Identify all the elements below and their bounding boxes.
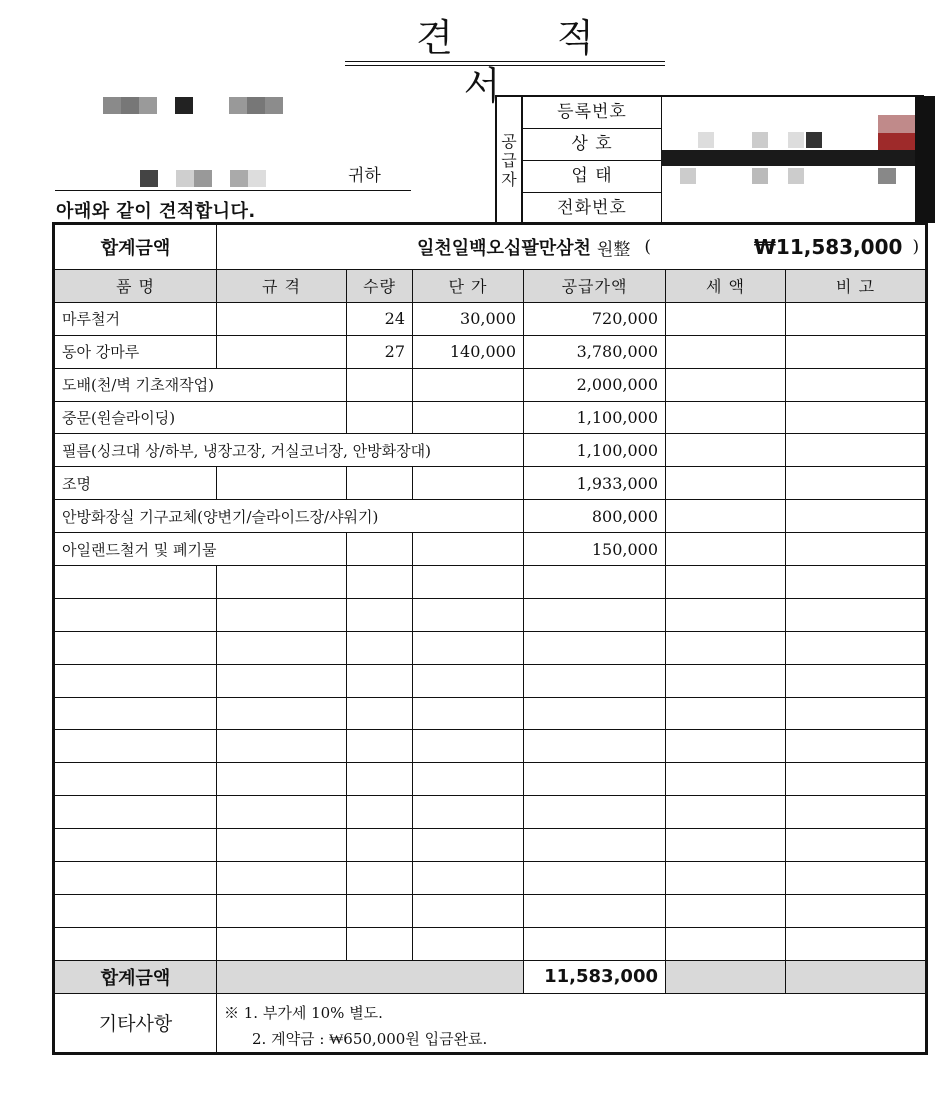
empty-cell (786, 730, 927, 763)
empty-cell (413, 796, 524, 829)
cell-tax (666, 335, 786, 368)
cell-unit: 30,000 (413, 302, 524, 335)
cell-name: 필름(싱크대 상/하부, 냉장고장, 거실코너장, 안방화장대) (54, 434, 524, 467)
total-amount-row (54, 224, 927, 270)
empty-cell (347, 927, 413, 960)
empty-cell (217, 927, 347, 960)
cell-name: 중문(원슬라이딩) (54, 401, 347, 434)
empty-cell (524, 566, 666, 599)
header-item-name: 품 명 (54, 270, 217, 303)
cell-note (786, 401, 927, 434)
empty-cell (347, 862, 413, 895)
empty-cell (524, 796, 666, 829)
empty-cell (217, 894, 347, 927)
empty-cell (217, 598, 347, 631)
cell-name: 아일랜드철거 및 폐기물 (54, 533, 347, 566)
empty-cell (347, 894, 413, 927)
notes-row (54, 993, 927, 1053)
empty-cell (347, 598, 413, 631)
cell-unit (413, 401, 524, 434)
notes-content (217, 993, 927, 1053)
empty-cell (217, 862, 347, 895)
cell-name: 도배(천/벽 기초재작업) (54, 368, 347, 401)
empty-row (54, 894, 927, 927)
cell-note (786, 500, 927, 533)
empty-row (54, 829, 927, 862)
empty-cell (524, 862, 666, 895)
title-underline-1 (345, 61, 665, 62)
empty-row (54, 796, 927, 829)
empty-cell (54, 796, 217, 829)
notes-label: 기타사항 (54, 993, 217, 1053)
empty-cell (217, 697, 347, 730)
empty-row (54, 697, 927, 730)
table-row (54, 434, 927, 467)
empty-row (54, 763, 927, 796)
empty-cell (413, 697, 524, 730)
empty-cell (413, 763, 524, 796)
total-amount-won: ₩11,583,000 (753, 235, 903, 259)
empty-row (54, 927, 927, 960)
document-title: 견 적 서 (416, 16, 640, 108)
empty-cell (666, 730, 786, 763)
cell-name: 안방화장실 기구교체(양변기/슬라이드장/샤워기) (54, 500, 524, 533)
empty-cell (54, 730, 217, 763)
empty-cell (524, 598, 666, 631)
cell-unit (413, 368, 524, 401)
empty-cell (666, 598, 786, 631)
empty-cell (54, 927, 217, 960)
cell-note (786, 533, 927, 566)
table-row (54, 467, 927, 500)
empty-cell (413, 862, 524, 895)
empty-cell (347, 697, 413, 730)
empty-cell (54, 566, 217, 599)
cell-spec (217, 335, 347, 368)
cell-spec (217, 302, 347, 335)
cell-note (786, 302, 927, 335)
empty-cell (54, 763, 217, 796)
cell-qty (347, 401, 413, 434)
empty-cell (347, 664, 413, 697)
cell-unit (413, 533, 524, 566)
empty-cell (786, 566, 927, 599)
empty-cell (666, 927, 786, 960)
header-tax: 세 액 (666, 270, 786, 303)
supplier-label-char: 자 (501, 170, 517, 189)
redaction-bar (661, 150, 921, 166)
empty-cell (666, 829, 786, 862)
empty-cell (524, 927, 666, 960)
sum-note (786, 960, 927, 993)
empty-cell (217, 664, 347, 697)
header-note: 비 고 (786, 270, 927, 303)
empty-cell (666, 631, 786, 664)
empty-cell (413, 566, 524, 599)
empty-row (54, 664, 927, 697)
cell-tax (666, 401, 786, 434)
cell-note (786, 467, 927, 500)
empty-cell (786, 894, 927, 927)
cell-tax (666, 368, 786, 401)
header-unit-price: 단 가 (413, 270, 524, 303)
empty-cell (666, 763, 786, 796)
note-line-2: 2. 계약금 : ₩650,000원 입금완료. (252, 1029, 488, 1048)
supplier-label (497, 97, 523, 224)
sum-tax (666, 960, 786, 993)
cell-supply: 1,100,000 (524, 401, 666, 434)
sum-row (54, 960, 927, 993)
title-underline-2 (345, 65, 665, 66)
table-header-row (54, 270, 927, 303)
empty-cell (54, 829, 217, 862)
note-line-1: ※ 1. 부가세 10% 별도. (224, 1003, 383, 1022)
empty-cell (347, 566, 413, 599)
empty-row (54, 598, 927, 631)
empty-cell (54, 862, 217, 895)
empty-cell (217, 730, 347, 763)
empty-cell (666, 862, 786, 895)
empty-cell (524, 730, 666, 763)
empty-cell (666, 566, 786, 599)
empty-cell (347, 796, 413, 829)
cell-note (786, 434, 927, 467)
table-row (54, 401, 927, 434)
supplier-field-company: 상 호 (523, 129, 662, 161)
recipient-honorific: 귀하 (348, 166, 381, 186)
table-row (54, 368, 927, 401)
empty-cell (217, 763, 347, 796)
empty-cell (786, 829, 927, 862)
quote-table (52, 222, 928, 1055)
cell-supply: 2,000,000 (524, 368, 666, 401)
header-spec: 규 격 (217, 270, 347, 303)
empty-row (54, 631, 927, 664)
recipient-underline (55, 190, 411, 191)
empty-cell (666, 664, 786, 697)
empty-cell (786, 664, 927, 697)
cell-qty (347, 368, 413, 401)
cell-tax (666, 434, 786, 467)
empty-cell (786, 598, 927, 631)
empty-cell (217, 796, 347, 829)
sum-supply-total: 11,583,000 (524, 960, 666, 993)
cell-supply: 1,100,000 (524, 434, 666, 467)
empty-cell (786, 927, 927, 960)
supplier-field-regno: 등록번호 (523, 97, 662, 129)
empty-cell (347, 829, 413, 862)
empty-cell (347, 631, 413, 664)
empty-cell (786, 796, 927, 829)
empty-cell (666, 894, 786, 927)
empty-cell (786, 697, 927, 730)
empty-cell (524, 697, 666, 730)
redaction-edge (915, 96, 935, 223)
cell-qty (347, 533, 413, 566)
total-amount-suffix: 원整 (596, 239, 631, 260)
cell-qty: 24 (347, 302, 413, 335)
cell-note (786, 368, 927, 401)
intro-text: 아래와 같이 견적합니다. (56, 201, 256, 222)
table-row (54, 302, 927, 335)
supplier-field-business: 업 태 (523, 161, 662, 193)
cell-supply: 800,000 (524, 500, 666, 533)
supplier-label-char: 급 (501, 151, 517, 170)
total-amount-label: 합계금액 (54, 224, 217, 270)
empty-cell (666, 697, 786, 730)
empty-cell (786, 631, 927, 664)
empty-cell (413, 598, 524, 631)
supplier-field-phone: 전화번호 (523, 193, 662, 224)
empty-cell (413, 730, 524, 763)
supplier-label-char: 공 (501, 132, 517, 151)
cell-tax (666, 533, 786, 566)
empty-cell (524, 664, 666, 697)
empty-cell (413, 829, 524, 862)
empty-cell (413, 631, 524, 664)
header-qty: 수량 (347, 270, 413, 303)
empty-cell (413, 664, 524, 697)
empty-cell (413, 927, 524, 960)
header-supply-amount: 공급가액 (524, 270, 666, 303)
cell-name: 동아 강마루 (54, 335, 217, 368)
empty-row (54, 566, 927, 599)
cell-unit (413, 467, 524, 500)
empty-cell (54, 598, 217, 631)
empty-row (54, 862, 927, 895)
empty-cell (347, 763, 413, 796)
empty-cell (54, 697, 217, 730)
cell-name: 마루철거 (54, 302, 217, 335)
empty-cell (54, 894, 217, 927)
cell-supply: 3,780,000 (524, 335, 666, 368)
empty-cell (217, 566, 347, 599)
empty-cell (524, 763, 666, 796)
empty-cell (524, 631, 666, 664)
total-amount-value (217, 224, 927, 270)
empty-cell (786, 862, 927, 895)
cell-supply: 1,933,000 (524, 467, 666, 500)
empty-cell (217, 829, 347, 862)
empty-cell (54, 664, 217, 697)
cell-note (786, 335, 927, 368)
table-row (54, 500, 927, 533)
empty-cell (786, 763, 927, 796)
cell-spec (217, 467, 347, 500)
sum-label: 합계금액 (54, 960, 217, 993)
empty-row (54, 730, 927, 763)
empty-cell (217, 631, 347, 664)
cell-tax (666, 302, 786, 335)
table-row (54, 533, 927, 566)
cell-qty (347, 467, 413, 500)
cell-qty: 27 (347, 335, 413, 368)
table-row (54, 335, 927, 368)
sum-blank (217, 960, 524, 993)
cell-tax (666, 467, 786, 500)
total-amount-hangul: 일천일백오십팔만삼천 (417, 238, 591, 259)
cell-name: 조명 (54, 467, 217, 500)
cell-tax (666, 500, 786, 533)
empty-cell (524, 894, 666, 927)
empty-cell (413, 894, 524, 927)
empty-cell (54, 631, 217, 664)
cell-unit: 140,000 (413, 335, 524, 368)
empty-cell (524, 829, 666, 862)
total-close-paren: ) (912, 237, 920, 257)
cell-supply: 720,000 (524, 302, 666, 335)
empty-cell (347, 730, 413, 763)
empty-cell (666, 796, 786, 829)
total-open-paren: ( (644, 237, 651, 257)
cell-supply: 150,000 (524, 533, 666, 566)
